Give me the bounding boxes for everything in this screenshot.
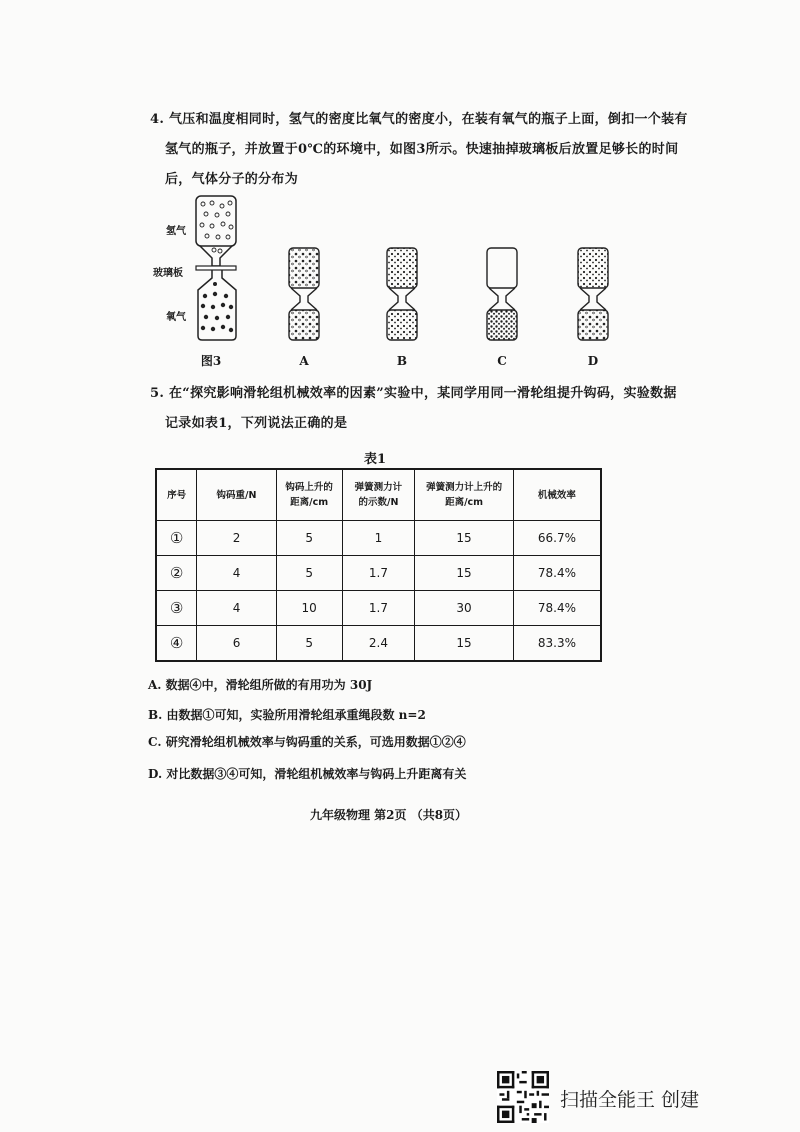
- cell-reading: 1.7: [342, 591, 415, 626]
- q4-line-1: 4. 气压和温度相同时，氢气的密度比氧气的密度小，在装有氧气的瓶子上面，倒扣一个装有: [150, 112, 688, 127]
- cell-lift: 5: [276, 626, 342, 662]
- fig3-oxygen-bottle: [198, 270, 236, 340]
- cell-spring-distance: 15: [415, 626, 514, 662]
- table-row: [156, 521, 601, 556]
- fig3-glass-plate: [196, 266, 236, 270]
- q5-line-1: 5. 在“探究影响滑轮组机械效率的因素”实验中，某同学用同一滑轮组提升钩码，实验数据: [150, 386, 677, 401]
- header-efficiency: 机械效率: [513, 469, 601, 521]
- cell-weight: 2: [197, 521, 277, 556]
- cell-weight: 6: [197, 626, 277, 662]
- data-table: [155, 468, 602, 662]
- choice-b-bottles: [387, 248, 417, 340]
- q5-line-2: 记录如表1，下列说法正确的是: [165, 416, 348, 431]
- cell-index: ④: [156, 626, 197, 662]
- table-row: [156, 591, 601, 626]
- cell-index: ②: [156, 556, 197, 591]
- table-title: 表1: [364, 452, 387, 467]
- fig3-hydrogen-bottle: [196, 196, 236, 266]
- cell-efficiency: 66.7%: [513, 521, 601, 556]
- option-c[interactable]: C. 研究滑轮组机械效率与钩码重的关系，可选用数据①②④: [148, 735, 466, 749]
- header-spring-reading: 弹簧测力计的示数/N: [342, 469, 415, 521]
- option-a[interactable]: A. 数据④中，滑轮组所做的有用功为 30J: [148, 678, 373, 692]
- fig3-caption: 图3: [200, 354, 222, 368]
- qr-code-icon: [497, 1071, 549, 1123]
- choice-d-bottles: [578, 248, 608, 340]
- cell-lift: 5: [276, 521, 342, 556]
- q4-line-3: 后，气体分子的分布为: [165, 172, 299, 187]
- cell-efficiency: 83.3%: [513, 626, 601, 662]
- scanner-watermark: 扫描全能王 创建: [560, 1089, 700, 1111]
- cell-index: ①: [156, 521, 197, 556]
- choice-c-label[interactable]: C: [497, 354, 507, 368]
- label-hydrogen: 氢气: [166, 226, 186, 237]
- cell-index: ③: [156, 591, 197, 626]
- table-row: [156, 626, 601, 662]
- option-d[interactable]: D. 对比数据③④可知，滑轮组机械效率与钩码上升距离有关: [148, 767, 467, 781]
- cell-efficiency: 78.4%: [513, 591, 601, 626]
- cell-weight: 4: [197, 556, 277, 591]
- label-glass-plate: 玻璃板: [153, 268, 183, 279]
- cell-spring-distance: 15: [415, 556, 514, 591]
- choice-a-bottles: [289, 248, 319, 340]
- choice-d-label[interactable]: D: [587, 354, 599, 368]
- header-spring-distance: 弹簧测力计上升的距离/cm: [415, 469, 514, 521]
- cell-lift: 10: [276, 591, 342, 626]
- header-lift-distance: 钩码上升的距离/cm: [276, 469, 342, 521]
- header-weight: 钩码重/N: [197, 469, 277, 521]
- label-oxygen: 氧气: [166, 312, 186, 323]
- q4-line-2: 氢气的瓶子，并放置于0℃的环境中，如图3所示。快速抽掉玻璃板后放置足够长的时间: [165, 142, 679, 157]
- cell-reading: 1: [342, 521, 415, 556]
- page-footer: 九年级物理 第2页 （共8页）: [310, 808, 468, 822]
- cell-spring-distance: 15: [415, 521, 514, 556]
- header-index: 序号: [156, 469, 197, 521]
- choice-b-label[interactable]: B: [396, 354, 408, 368]
- cell-lift: 5: [276, 556, 342, 591]
- option-b[interactable]: B. 由数据①可知，实验所用滑轮组承重绳段数 n=2: [148, 708, 426, 722]
- choice-c-bottles: [487, 248, 517, 340]
- table-header-row: [156, 469, 601, 521]
- cell-reading: 2.4: [342, 626, 415, 662]
- table-row: [156, 556, 601, 591]
- cell-weight: 4: [197, 591, 277, 626]
- cell-spring-distance: 30: [415, 591, 514, 626]
- q4-figure: [0, 0, 800, 380]
- choice-a-label[interactable]: A: [299, 354, 309, 368]
- cell-reading: 1.7: [342, 556, 415, 591]
- cell-efficiency: 78.4%: [513, 556, 601, 591]
